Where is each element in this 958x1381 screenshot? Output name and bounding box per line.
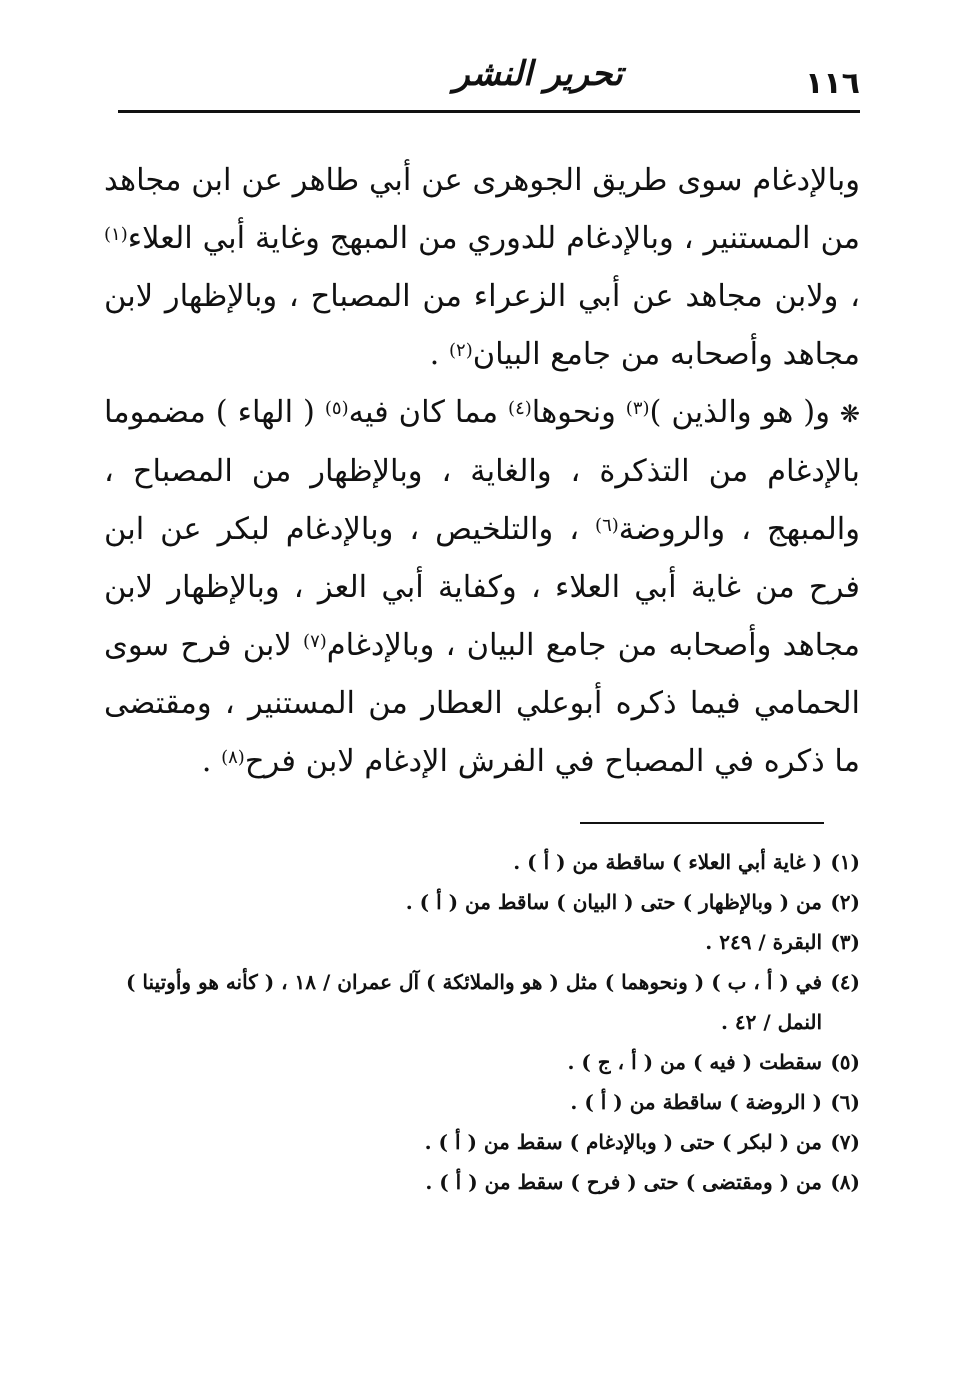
section-star-icon: ❋	[839, 400, 860, 428]
footnote-ref-7: (٧)	[303, 631, 327, 652]
footnote-number: (٥)	[830, 1050, 860, 1074]
footnotes	[112, 842, 860, 1202]
footnote-ref-8: (٨)	[221, 747, 245, 768]
paragraph-2-part-7: .	[201, 744, 222, 779]
main-text	[104, 152, 860, 791]
footnote-text: من ( ومقتضى ) حتى ( فرح ) سقط من ( أ ) .	[425, 1170, 822, 1194]
book-title: تحرير النشر	[453, 54, 623, 94]
footnote-ref-4: (٤)	[508, 398, 532, 419]
footnote-ref-2: (٢)	[449, 340, 473, 361]
footnote-number: (١)	[830, 850, 860, 874]
footnote-4	[112, 962, 860, 1042]
footnote-1	[112, 842, 860, 882]
footnote-number: (٨)	[830, 1170, 860, 1194]
footnote-text: في ( أ ، ب ) ( ونحوهما ) مثل ( هو والملائكة ) آل عمران / ١٨ ، ( كأنه هو وأوتينا ) النمل / ٤٢ .	[126, 970, 822, 1034]
footnote-5	[112, 1042, 860, 1082]
footnote-ref-3: (٣)	[625, 398, 650, 419]
paragraph-1-part-2: ، ولابن مجاهد عن أبي الزعراء من المصباح ، وبالإظهار لابن مجاهد وأصحابه من جامع البيان	[104, 279, 860, 372]
footnote-2	[112, 882, 860, 922]
footnote-number: (٧)	[830, 1130, 860, 1154]
footnote-3	[112, 922, 860, 962]
footnote-number: (٢)	[830, 890, 860, 914]
paragraph-1	[104, 152, 860, 384]
footnote-8	[112, 1162, 860, 1202]
paragraph-2	[104, 384, 860, 791]
footnote-number: (٤)	[830, 970, 860, 994]
paragraph-1-part-1: وبالإدغام سوى طريق الجوهرى عن أبي طاهر عن ابن مجاهد من المستنير ، وبالإدغام للدوري من المبهج وغاية أبي العلاء	[104, 163, 860, 256]
paragraph-2-part-6: لابن فرح سوى الحمامي فيما ذكره أبوعلي العطار من المستنير ، ومقتضى ما ذكره في المصباح في الفرش الإدغام لابن فرح	[104, 628, 860, 779]
paragraph-1-part-3: .	[429, 337, 449, 372]
footnote-number: (٣)	[830, 930, 860, 954]
paragraph-2-part-2: ونحوها	[531, 395, 626, 430]
paragraph-2-part-5: ، والتلخيص ، وبالإدغام لبكر عن ابن فرح من غاية أبي العلاء ، وكفاية أبي العز ، وبالإظهار لابن مجاهد وأصحابه من جامع البيان ، وبالإدغام	[104, 512, 860, 663]
page-header	[118, 48, 860, 110]
footnote-text: سقطت ( فيه ) من ( أ ، ج ) .	[567, 1050, 822, 1074]
footnote-6	[112, 1082, 860, 1122]
footnote-ref-5: (٥)	[324, 398, 349, 419]
footnote-7	[112, 1122, 860, 1162]
footnote-divider	[580, 822, 824, 824]
footnote-ref-1: (١)	[104, 224, 128, 245]
footnote-text: ( غاية أبي العلاء ) ساقطة من ( أ ) .	[513, 850, 822, 874]
page-number: ١١٦	[805, 66, 860, 101]
paragraph-2-part-4: ( الهاء ) مضموما بالإدغام من التذكرة ، والغاية ، وبالإظهار من المصباح ، والمبهج ، والروضة	[104, 395, 860, 547]
paragraph-2-part-1: و( هو والذين )	[649, 395, 840, 430]
footnote-text: البقرة / ٢٤٩ .	[705, 930, 822, 954]
footnote-text: من ( لبكر ) حتى ( وبالإدغام ) سقط من ( أ ) .	[424, 1130, 822, 1154]
footnote-ref-6: (٦)	[595, 515, 619, 536]
header-divider	[118, 110, 860, 113]
paragraph-2-part-3: مما كان فيه	[348, 395, 509, 430]
footnote-text: من ( وبالإظهار ) حتى ( البيان ) ساقط من ( أ ) .	[405, 890, 822, 914]
footnote-text: ( الروضة ) ساقطة من ( أ ) .	[570, 1090, 822, 1114]
footnote-number: (٦)	[830, 1090, 860, 1114]
